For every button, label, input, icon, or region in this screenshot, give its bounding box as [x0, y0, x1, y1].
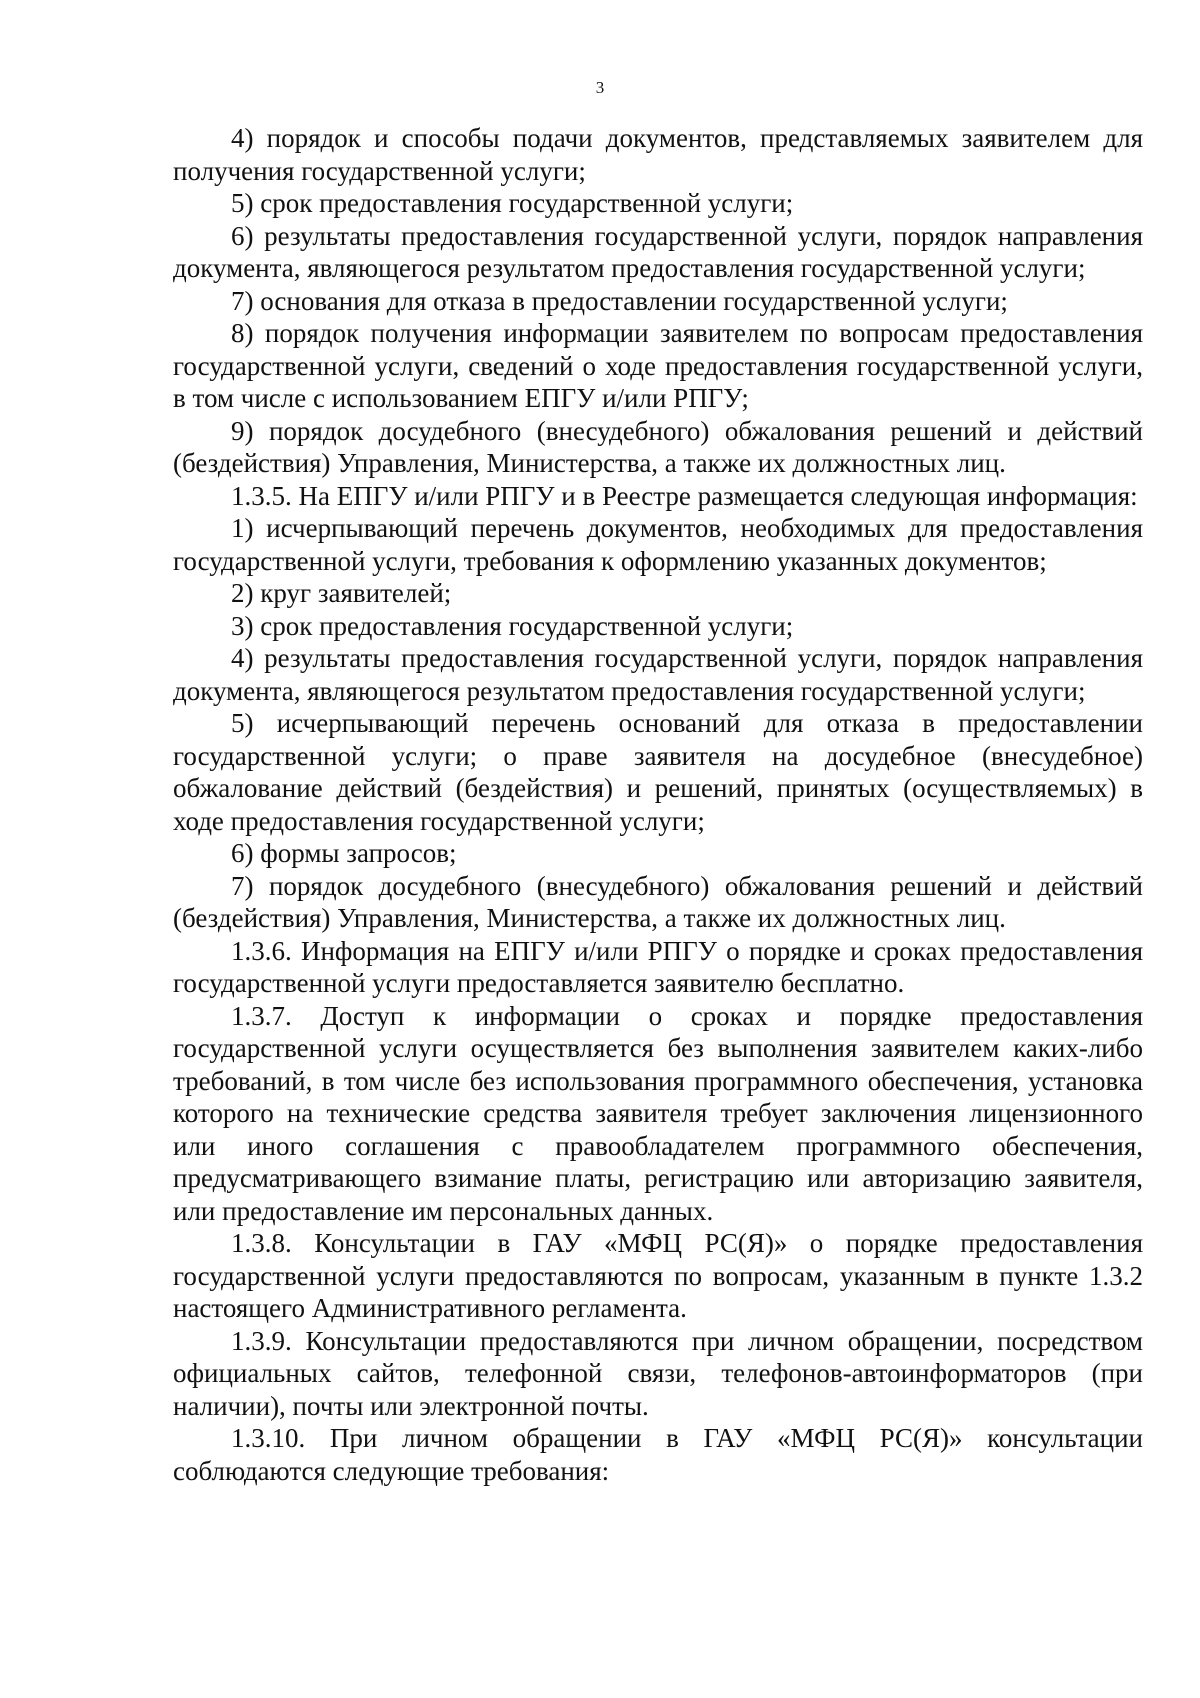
paragraph: 9) порядок досудебного (внесудебного) обжалования решений и действий (бездействия) Управления, Министерства, а также их должностных лиц. — [173, 415, 1143, 478]
paragraph: 7) порядок досудебного (внесудебного) обжалования решений и действий (бездействия) Управления, Министерства, а также их должностных лиц. — [173, 870, 1143, 933]
paragraph: 3) срок предоставления государственной услуги; — [231, 610, 794, 641]
paragraph: 6) формы запросов; — [231, 838, 457, 868]
paragraph: 1) исчерпывающий перечень документов, необходимых для предоставления государственной услуги, требования к оформлению указанных документов; — [173, 513, 1143, 576]
paragraph: 7) основания для отказа в предоставлении государственной услуги; — [231, 285, 1008, 316]
paragraph: 1.3.5. На ЕПГУ и/или РПГУ и в Реестре размещается следующая информация: — [231, 480, 1138, 511]
paragraph: 1.3.8. Консультации в ГАУ «МФЦ РС(Я)» о порядке предоставления государственной услуги предоставляются по вопросам, указанным в пункте 1.3.2 настоящего Административного регламента. — [173, 1228, 1143, 1323]
paragraph: 8) порядок получения информации заявителем по вопросам предоставления государственной услуги, сведений о ходе предоставления государственной услуги, в том числе с использованием ЕПГУ и/или РПГУ; — [173, 318, 1143, 413]
paragraph: 5) срок предоставления государственной услуги; — [231, 188, 794, 218]
paragraph: 1.3.9. Консультации предоставляются при личном обращении, посредством официальных сайтов, телефонной связи, телефонов-автоинформаторов (при наличии), почты или электронной почты. — [173, 1325, 1143, 1421]
paragraph: 1.3.7. Доступ к информации о сроках и порядке предоставления государственной услуги осуществляется без выполнения заявителем каких-либо требований, в том числе без использования программного обеспечения, установка которого на технические средства заявителя требует заключения лицензионного или иного соглашения с правообладателем программного обеспечения, предусматривающего взимание платы, регистрацию или авторизацию заявителя, или предоставление им персональных данных. — [173, 1000, 1143, 1226]
paragraph: 4) результаты предоставления государственной услуги, порядок направления документа, являющегося результатом предоставления государственной услуги; — [173, 643, 1143, 706]
paragraph: 5) исчерпывающий перечень оснований для отказа в предоставлении государственной услуги; о праве заявителя на досудебное (внесудебное) обжалование действий (бездействия) и решений, принятых (осуществляемых) в ходе предоставления государственной услуги; — [173, 708, 1143, 836]
paragraph: 6) результаты предоставления государственной услуги, порядок направления документа, являющегося результатом предоставления государственной услуги; — [173, 220, 1143, 283]
paragraph: 1.3.10. При личном обращении в ГАУ «МФЦ РС(Я)» консультации соблюдаются следующие требования: — [173, 1423, 1143, 1486]
page-number: 3 — [595, 78, 605, 97]
paragraph: 2) круг заявителей; — [231, 578, 452, 608]
paragraph: 4) порядок и способы подачи документов, представляемых заявителем для получения государственной услуги; — [173, 123, 1143, 186]
document-body — [173, 122, 1143, 1487]
paragraph: 1.3.6. Информация на ЕПГУ и/или РПГУ о порядке и сроках предоставления государственной услуги предоставляется заявителю бесплатно. — [173, 935, 1143, 998]
